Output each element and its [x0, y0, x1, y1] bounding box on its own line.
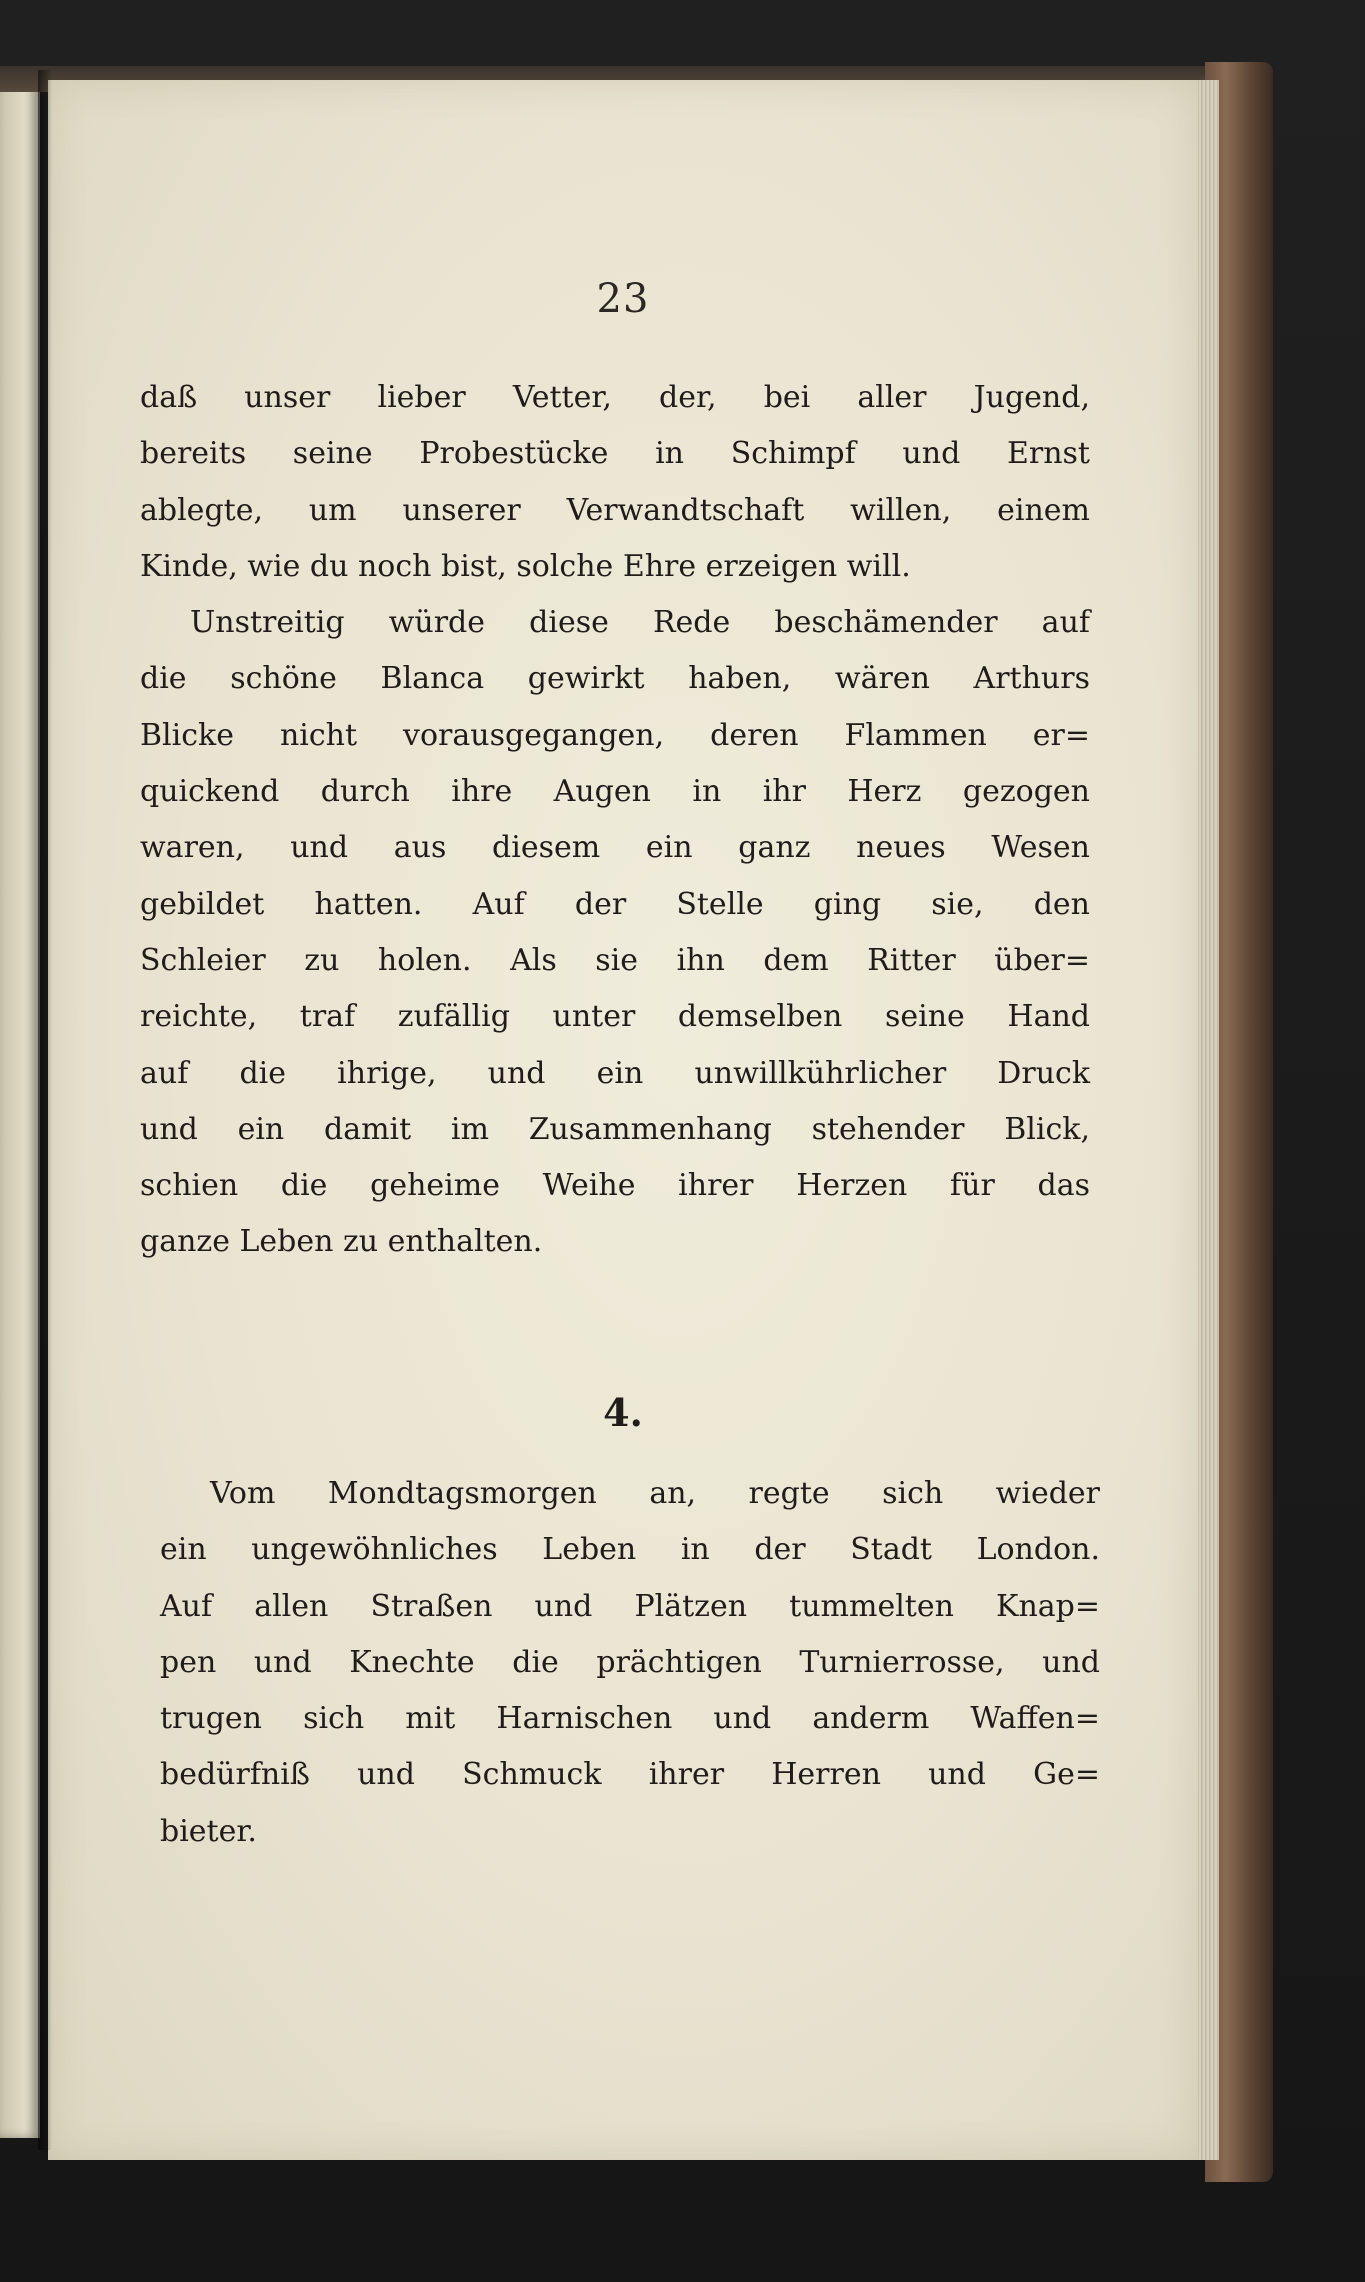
- text-line: ablegte, um unserer Verwandtschaft willen, einem: [140, 492, 1090, 528]
- text-line: reichte, traf zufällig unter demselben seine Hand: [140, 999, 1090, 1035]
- text-line: pen und Knechte die prächtigen Turnierrosse, und: [160, 1644, 1100, 1680]
- spine-shadow: [38, 70, 52, 2150]
- text-line: gebildet hatten. Auf der Stelle ging sie, den: [140, 886, 1090, 922]
- page-number: 23: [596, 276, 650, 322]
- text-line: Schleier zu holen. Als sie ihn dem Ritter über=: [140, 942, 1090, 978]
- text-line: daß unser lieber Vetter, der, bei aller Jugend,: [140, 380, 1090, 415]
- text-line: bereits seine Probestücke in Schimpf und Ernst: [140, 436, 1090, 472]
- book-page: [48, 80, 1198, 2160]
- text-line: trugen sich mit Harnischen und anderm Waffen=: [160, 1701, 1100, 1737]
- text-line: quickend durch ihre Augen in ihr Herz gezogen: [140, 774, 1090, 810]
- text-line: die schöne Blanca gewirkt haben, wären Arthurs: [140, 661, 1090, 697]
- text-line: schien die geheime Weihe ihrer Herzen für das: [140, 1168, 1090, 1204]
- text-line: Auf allen Straßen und Plätzen tummelten Knap=: [160, 1588, 1100, 1624]
- text-line: auf die ihrige, und ein unwillkührlicher Druck: [140, 1055, 1090, 1091]
- text-line: und ein damit im Zusammenhang stehender Blick,: [140, 1111, 1090, 1147]
- paragraph-continued: [140, 370, 1090, 1271]
- text-line: Blicke nicht vorausgegangen, deren Flammen er=: [140, 717, 1090, 753]
- page-block-edges: [1195, 80, 1219, 2160]
- text-line: waren, und aus diesem ein ganz neues Wesen: [140, 830, 1090, 866]
- facing-page-edge: [0, 78, 40, 2138]
- text-line: ein ungewöhnliches Leben in der Stadt London.: [160, 1532, 1100, 1568]
- text-line: Unstreitig würde diese Rede beschämender auf: [190, 605, 1090, 641]
- text-line: bedürfniß und Schmuck ihrer Herren und Ge=: [160, 1757, 1100, 1793]
- text-line: Kinde, wie du noch bist, solche Ehre erzeigen will.: [140, 548, 911, 584]
- section-heading: 4.: [603, 1390, 643, 1435]
- paragraph-section-4: [160, 1466, 1100, 1860]
- text-line: bieter.: [160, 1813, 257, 1849]
- text-line: Vom Mondtagsmorgen an, regte sich wieder: [210, 1476, 1100, 1511]
- text-line: ganze Leben zu enthalten.: [140, 1224, 543, 1260]
